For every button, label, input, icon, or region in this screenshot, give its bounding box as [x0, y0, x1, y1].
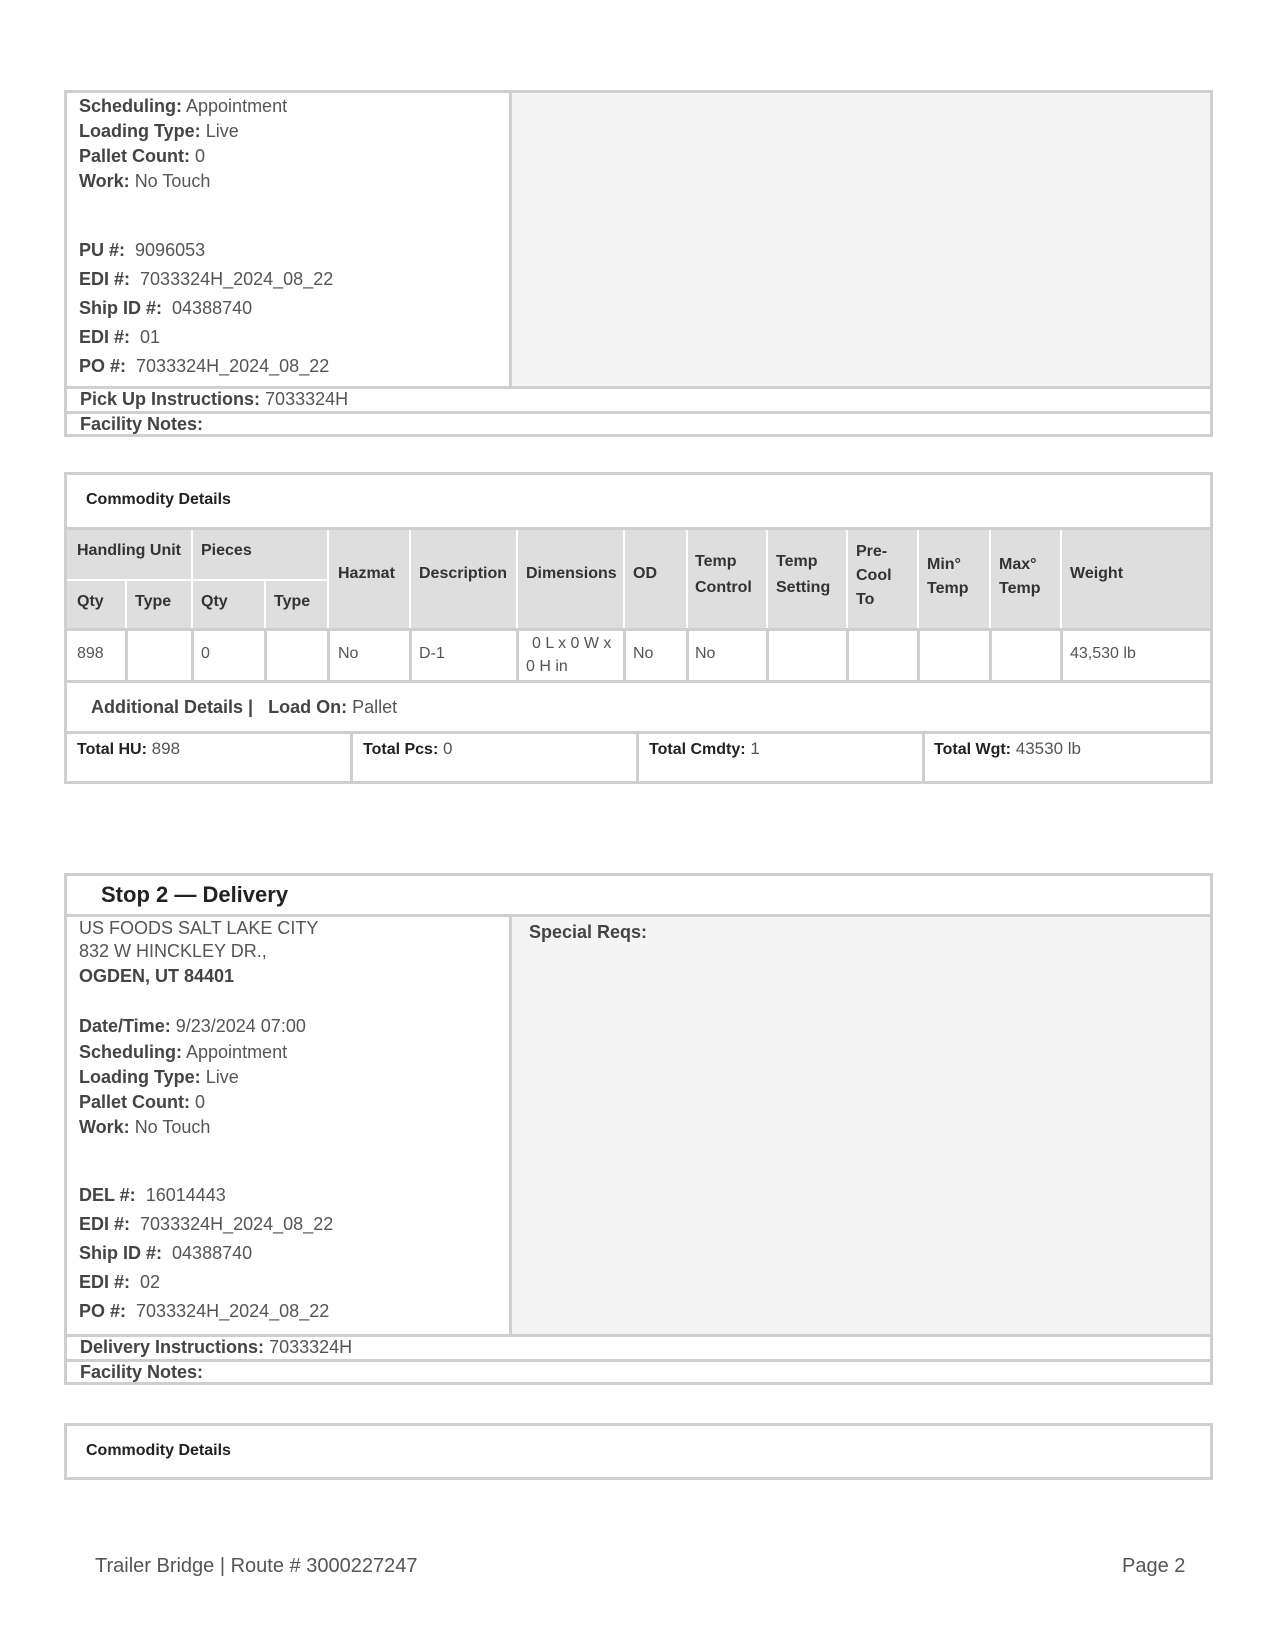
ref-row: Ship ID #: 04388740 [79, 1243, 253, 1263]
loading-type-row: Loading Type: Live [79, 121, 239, 141]
stop2-right-panel [512, 917, 1210, 1334]
commodity-title: Commodity Details [86, 491, 231, 508]
ref-row: EDI #: 02 [79, 1272, 161, 1292]
ref-row: EDI #: 7033324H_2024_08_22 [79, 1214, 334, 1234]
date-time-row: Date/Time: 9/23/2024 07:00 [79, 1016, 306, 1036]
ref-row: PO #: 7033324H_2024_08_22 [79, 356, 330, 376]
loading-type-row: Loading Type: Live [79, 1067, 239, 1087]
stop1-box [64, 90, 1213, 437]
col-hu-type: Type [135, 593, 172, 610]
footer-page-number: Page 2 [1122, 1555, 1186, 1577]
consignee-city: OGDEN, UT 84401 [79, 966, 235, 986]
col-od: OD [633, 565, 657, 582]
pallet-count-row: Pallet Count: 0 [79, 146, 206, 166]
col-min-temp: Min° Temp [927, 556, 969, 597]
col-description: Description [419, 565, 508, 582]
col-precool: Pre- Cool To [856, 543, 892, 608]
col-handling-unit: Handling Unit [77, 542, 181, 559]
commodity-title: Commodity Details [86, 1442, 231, 1459]
stop1-right-panel [512, 93, 1210, 386]
cell-dimensions: 0 L x 0 W x 0 H in [526, 635, 612, 675]
consignee-street: 832 W HINCKLEY DR., [79, 941, 267, 961]
ref-row: EDI #: 01 [79, 327, 161, 347]
total-pcs: Total Pcs: 0 [363, 739, 453, 758]
work-row: Work: No Touch [79, 171, 211, 191]
stop2-box [64, 873, 1213, 1385]
ref-row: EDI #: 7033324H_2024_08_22 [79, 269, 334, 289]
cell-weight: 43,530 lb [1070, 645, 1136, 662]
ref-row: Ship ID #: 04388740 [79, 298, 253, 318]
cell-hazmat: No [338, 645, 359, 662]
delivery-instructions: Delivery Instructions: 7033324H [80, 1337, 353, 1357]
ref-row: PU #: 9096053 [79, 240, 206, 260]
pallet-count-row: Pallet Count: 0 [79, 1092, 206, 1112]
cell-temp-control: No [695, 645, 716, 662]
ref-row: PO #: 7033324H_2024_08_22 [79, 1301, 330, 1321]
cell-od: No [633, 645, 654, 662]
col-pcs-type: Type [274, 593, 311, 610]
col-temp-setting: Temp Setting [776, 553, 831, 596]
footer-route: Trailer Bridge | Route # 3000227247 [95, 1555, 418, 1577]
facility-notes: Facility Notes: [80, 1362, 204, 1382]
stop2-title: Stop 2 — Delivery [101, 882, 289, 907]
col-hu-qty: Qty [77, 593, 104, 610]
col-weight: Weight [1070, 565, 1124, 582]
commodity-box-1 [64, 472, 1213, 784]
facility-notes: Facility Notes: [80, 414, 204, 434]
pickup-instructions: Pick Up Instructions: 7033324H [80, 389, 349, 409]
col-pcs-qty: Qty [201, 593, 228, 610]
cell-pcs-qty: 0 [201, 645, 210, 662]
special-reqs: Special Reqs: [529, 922, 648, 942]
commodity-box-2 [64, 1423, 1213, 1480]
cell-description: D-1 [419, 645, 445, 662]
col-max-temp: Max° Temp [999, 556, 1041, 597]
col-pieces: Pieces [201, 542, 252, 559]
ref-row: DEL #: 16014443 [79, 1185, 226, 1205]
col-hazmat: Hazmat [338, 565, 395, 582]
scheduling-row: Scheduling: Appointment [79, 96, 288, 116]
consignee-name: US FOODS SALT LAKE CITY [79, 918, 319, 938]
col-temp-control: Temp Control [695, 553, 752, 596]
total-cmdty: Total Cmdty: 1 [649, 739, 760, 758]
total-hu: Total HU: 898 [77, 739, 181, 758]
work-row: Work: No Touch [79, 1117, 211, 1137]
scheduling-row: Scheduling: Appointment [79, 1042, 288, 1062]
additional-details: Additional Details | Load On: Pallet [91, 697, 398, 717]
total-wgt: Total Wgt: 43530 lb [934, 739, 1081, 758]
cell-hu-qty: 898 [77, 645, 104, 662]
col-dimensions: Dimensions [526, 565, 617, 582]
